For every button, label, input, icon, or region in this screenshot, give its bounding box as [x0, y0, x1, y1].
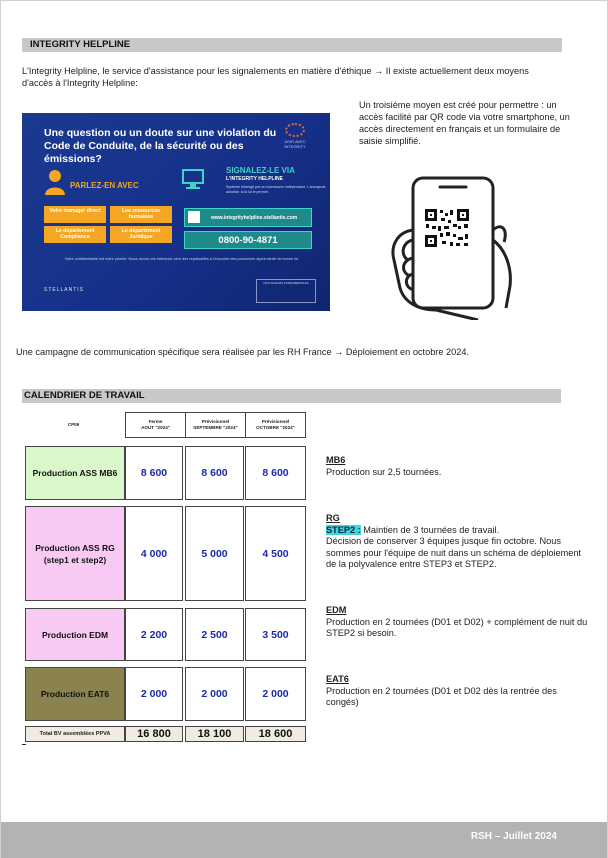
note-rg-highlight: STEP2 : [326, 524, 361, 535]
value-rg-aug: 4 000 [125, 506, 183, 601]
integrity-intro-text: L'Integrity Helpline, le service d'assistance pour les signalements en matière d'éthique [22, 66, 372, 76]
row-label-rg: Production ASS RG (step1 et step2) [25, 506, 125, 601]
note-edm-title: EDM [326, 605, 347, 615]
note-eat6-title: EAT6 [326, 674, 349, 684]
person-icon [44, 169, 66, 195]
value-eat6-oct: 2 000 [245, 667, 306, 721]
value-edm-sep: 2 500 [185, 608, 244, 661]
value-mb6-sep: 8 600 [185, 446, 244, 500]
table-header-label: CP09 [67, 422, 80, 427]
report-subtitle: L'INTEGRITY HELPLINE [226, 176, 283, 182]
note-rg-text2: Décision de conserver 3 équipes jusque fin octobre. Nous sommes pour l'équipe de nuit dans un schéma de déploiement de la polyvalence entre STEP3 et STEP2. [326, 536, 582, 569]
box-hr: Les ressources humaines [110, 206, 172, 223]
box-compliance: Le département Compliance [44, 226, 106, 243]
row-label-edm: Production EDM [25, 608, 125, 661]
integrity-heading: INTEGRITY HELPLINE [22, 38, 562, 52]
arrow-icon: → [374, 66, 384, 76]
header-line2: OCTOBRE "2024" [256, 425, 295, 430]
hand-phone-qr-icon [378, 160, 528, 320]
report-title [226, 166, 295, 184]
value-mb6-oct: 8 600 [245, 446, 306, 500]
box-legal: Le département Juridique [110, 226, 172, 243]
note-eat6-text: Production en 2 tournées (D01 et D02 dès la rentrée des congés) [326, 685, 557, 707]
value-eat6-aug: 2 000 [125, 667, 183, 721]
mini-qr-icon [188, 211, 200, 223]
note-mb6-text: Production sur 2,5 tournées. [326, 466, 442, 477]
note-edm [326, 605, 592, 640]
value-rg-sep: 5 000 [185, 506, 244, 601]
integrity-intro-tail: Il existe actuellement deux moyens d'accès à l'Integrity Helpline: [22, 66, 529, 88]
ask-title: PARLEZ-EN AVEC [70, 181, 139, 190]
header-line2: SEPTEMBRE "2024" [193, 425, 238, 430]
campaign-text [16, 346, 576, 358]
report-title-text: SIGNALEZ-LE VIA [226, 166, 295, 175]
table-header-oct [245, 412, 306, 438]
header-line1: Prévisionnel [201, 419, 230, 424]
value-mb6-aug: 8 600 [125, 446, 183, 500]
header-line1: Ferme [148, 419, 163, 424]
note-eat6 [326, 674, 592, 709]
note-rg-title: RG [326, 513, 340, 523]
report-description: Système hébergé par un fournisseur indépendant. L'anonymat autorisé, si la loi le permet. [226, 185, 326, 194]
calendar-heading: CALENDRIER DE TRAVAIL [22, 389, 561, 403]
value-rg-oct: 4 500 [245, 506, 306, 601]
note-rg-text1: Maintien de 3 tournées de travail. [363, 524, 500, 535]
logo-text: AGIR AVEC INTEGRITY [284, 139, 306, 149]
third-means-text: Un troisième moyen est créé pour permettre : un accès facilité par QR code via votre smartphone, un accès directement en français et un formulaire de saisie simplifié. [359, 100, 570, 146]
poster-footnote: Votre confidentialité est notre priorité. Nous avons une tolérance zéro des représailles à l'encontre des personnes ayant alerté de bonne foi. [64, 257, 300, 261]
brand-logo: STELLANTIS [44, 287, 85, 293]
helpline-url: www.integrityhelpline.stellantis.com [184, 208, 312, 227]
total-oct: 18 600 [245, 726, 306, 742]
logo-mark-icon [285, 123, 305, 137]
value-edm-oct: 3 500 [245, 608, 306, 661]
note-rg [326, 513, 592, 571]
footer-text: RSH – Juillet 2024 [470, 831, 557, 842]
box-manager: Votre manager direct [44, 206, 106, 223]
computer-icon [182, 169, 204, 189]
row-label-mb6: Production ASS MB6 [25, 446, 125, 500]
values-badge: NOS VALEURS FONDAMENTALES [256, 279, 316, 303]
header-line2: AOUT "2024" [141, 425, 170, 430]
total-aug: 16 800 [125, 726, 183, 742]
total-sep: 18 100 [185, 726, 244, 742]
value-edm-aug: 2 200 [125, 608, 183, 661]
integrity-poster [22, 113, 330, 311]
note-mb6-title: MB6 [326, 455, 346, 465]
row-label-eat6: Production EAT6 [25, 667, 125, 721]
campaign-body: Une campagne de communication spécifique sera réalisée par les RH France [16, 347, 332, 357]
campaign-tail: Déploiement en octobre 2024. [345, 347, 470, 357]
helpline-phone: 0800-90-4871 [184, 231, 312, 249]
integrity-intro [22, 65, 562, 89]
arrow-icon: → [334, 347, 344, 357]
value-eat6-sep: 2 000 [185, 667, 244, 721]
total-label: Total BV assemblées PPVA [25, 726, 125, 742]
poster-title: Une question ou un doute sur une violation du Code de Conduite, de la sécurité ou des émissions? [44, 127, 277, 165]
page-footer [1, 822, 607, 858]
note-edm-text: Production en 2 tournées (D01 et D02) + complément de nuit du STEP2 si besoin. [326, 616, 588, 638]
table-header-sep [185, 412, 246, 438]
table-header-aug [125, 412, 186, 438]
note-mb6 [326, 455, 592, 478]
header-line1: Prévisionnel [261, 419, 290, 424]
table-mark [22, 744, 26, 745]
integrity-logo [278, 123, 312, 153]
